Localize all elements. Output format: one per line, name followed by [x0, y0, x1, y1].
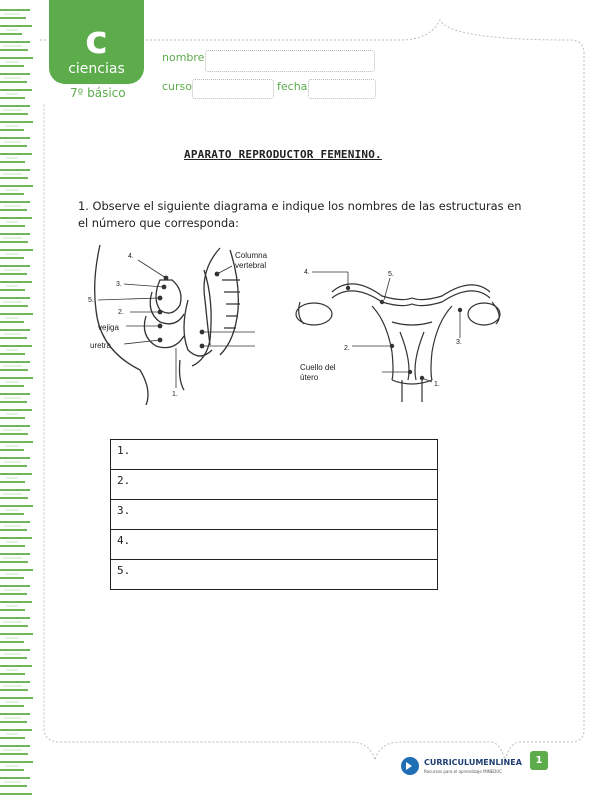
grade-level: 7º básico	[70, 86, 126, 100]
right-label-utero: útero	[300, 373, 319, 382]
left-label-columna: Columna	[235, 251, 268, 260]
nombre-label: nombre	[162, 51, 205, 64]
curso-field[interactable]	[192, 79, 274, 99]
fecha-field[interactable]	[308, 79, 376, 99]
answer-row[interactable]	[111, 470, 438, 500]
answer-row[interactable]	[111, 530, 438, 560]
left-label-5: 5.	[88, 297, 94, 304]
left-label-4: 4.	[128, 253, 134, 260]
frontal-diagram	[292, 262, 507, 402]
answer-cell-2[interactable]: 2.	[111, 470, 438, 500]
answer-row[interactable]	[111, 500, 438, 530]
answer-row[interactable]	[111, 560, 438, 590]
right-label-cuello: Cuello del	[300, 363, 336, 372]
right-label-3: 3.	[456, 339, 462, 346]
fecha-label: fecha	[277, 80, 308, 93]
curriculum-logo-icon	[400, 756, 422, 776]
left-label-2: 2.	[118, 309, 124, 316]
page-number: 1	[530, 751, 548, 770]
right-label-2: 2.	[344, 345, 350, 352]
subject-letter: c	[85, 18, 108, 62]
answer-cell-3[interactable]: 3.	[111, 500, 438, 530]
answer-row[interactable]	[111, 440, 438, 470]
curso-label: curso	[162, 80, 193, 93]
left-label-3: 3.	[116, 281, 122, 288]
answer-table	[110, 439, 438, 590]
sagittal-diagram	[80, 240, 280, 405]
left-label-uretra: uretra	[90, 341, 111, 350]
nombre-field[interactable]	[205, 50, 375, 72]
worksheet-title: APARATO REPRODUCTOR FEMENINO.	[184, 148, 382, 161]
answer-cell-1[interactable]: 1.	[111, 440, 438, 470]
right-label-4: 4.	[304, 269, 310, 276]
answer-cell-5[interactable]: 5.	[111, 560, 438, 590]
subject-name: ciencias	[68, 61, 125, 77]
right-label-5: 5.	[388, 271, 394, 278]
logo-name: CURRICULUMENLINEA	[424, 758, 522, 767]
answer-cell-4[interactable]: 4.	[111, 530, 438, 560]
left-label-vejiga: vejiga	[98, 323, 119, 332]
left-label-1: 1.	[172, 391, 178, 398]
left-label-vertebral: vertebral	[235, 261, 267, 270]
right-label-1: 1.	[434, 381, 440, 388]
question-text: 1. Observe el siguiente diagrama e indique los nombres de las estructuras en el número que corresponda:	[78, 199, 522, 230]
subject-badge	[49, 0, 144, 84]
logo-subtitle: Recursos para el aprendizaje MINEDUC	[424, 769, 503, 774]
